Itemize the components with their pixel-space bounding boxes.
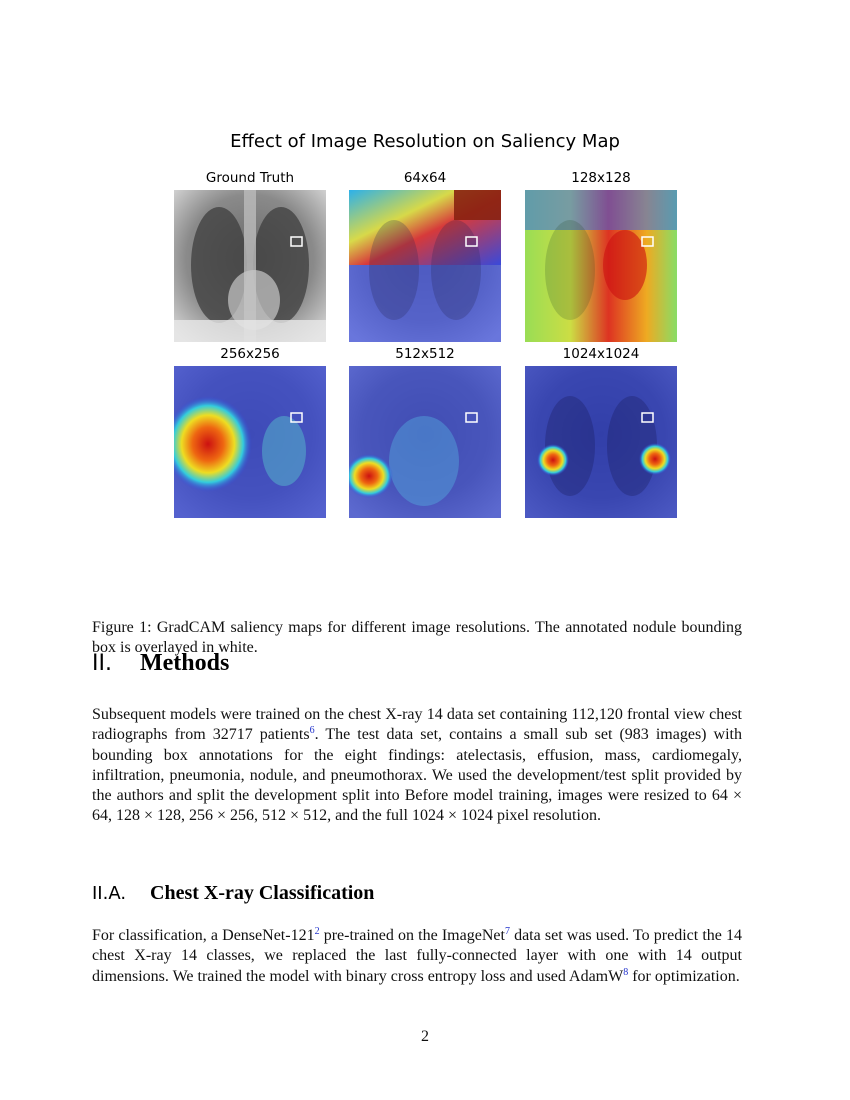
- panel-label: Ground Truth: [205, 170, 295, 186]
- xray-image: [174, 190, 326, 342]
- panel-label: 512x512: [395, 346, 455, 362]
- citation-link[interactable]: 6: [309, 725, 315, 737]
- paragraph: Subsequent models were trained on the chest X-ray 14 data set containing 112,120 frontal view chest radiographs from 32717 patients$^6$. The test data set, contains a small sub set (983 images) with bounding box annotations for the eight findings: atelectasis, effusion, mass, cardiomegaly, infiltration, pneumonia, nodule, and pneumothorax. We used the development/test split provided by the authors and split the development split into Before model training, images were resized to 64 × 64, 128 × 128, 256 × 256, 512 × 512, and the full 1024 × 1024 pixel resolution.: [92, 706, 743, 825]
- panel-label: 128x128: [571, 170, 631, 186]
- figure-caption: Figure 1: GradCAM saliency maps for different image resolutions. The annotated nodule bounding box is overlayed in white.: [92, 619, 742, 656]
- paragraph: For classification, a DenseNet-$121^2$ pre-trained on the ImageNet$^7$ data set was used. To predict the 14 chest X-ray 14 classes, we replaced the last fully-connected layer with one with 14 output dimensions. We trained the model with binary cross entropy loss and used AdamW$^8$ for optimization.: [92, 926, 743, 985]
- saliency-map-image: [525, 366, 677, 518]
- subsection-title: Chest X-ray Classification: [150, 882, 375, 904]
- section-title: Methods: [140, 650, 230, 676]
- citation-link[interactable]: 2: [314, 926, 320, 937]
- panel-label: 64x64: [403, 170, 447, 186]
- section-heading: [92, 650, 229, 677]
- subsection-number: II.A.: [92, 883, 127, 904]
- panel-label: 1024x1024: [562, 346, 640, 362]
- citation-link[interactable]: 8: [623, 966, 629, 978]
- subsection-heading: [92, 882, 374, 905]
- panel-label: 256x256: [220, 346, 280, 362]
- section-number: II.: [92, 651, 112, 676]
- saliency-map-image: [174, 366, 326, 518]
- citation-link[interactable]: 7: [504, 926, 510, 937]
- saliency-map-image: [349, 366, 501, 518]
- page-number: 2: [421, 1028, 429, 1045]
- figure-title: Effect of Image Resolution on Saliency Map: [230, 131, 620, 152]
- saliency-map-image: [525, 190, 677, 342]
- saliency-map-image: [349, 190, 501, 342]
